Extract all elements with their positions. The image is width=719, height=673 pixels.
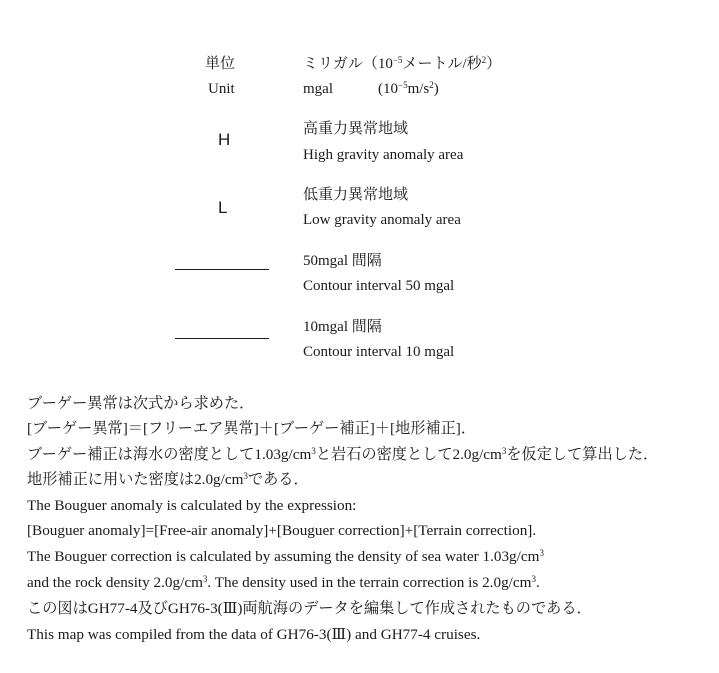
note-ja-line-5: この図はGH77-4及びGH76-3(Ⅲ)両航海のデータを編集して作成されたものである． — [27, 600, 592, 617]
contour-50-label-en: Contour interval 50 mgal — [303, 278, 455, 294]
contour-50-label-ja: 50mgal 間隔 — [303, 253, 382, 269]
contour-10-label-en: Contour interval 10 mgal — [303, 344, 455, 360]
note-ja-line-3: ブーゲー補正は海水の密度として$1.03g/cm^3$と岩石の密度として$2.0g/cm^3$を仮定して算出した． — [27, 446, 659, 463]
contour-10-line-sample — [175, 338, 269, 339]
note-en-line-2: [Bouguer anomaly]=[Free-air anomaly]+[Bouguer correction]+[Terrain correction]. — [27, 522, 537, 539]
unit-value-en: mgal — [303, 81, 333, 97]
contour-50-line-sample — [175, 269, 269, 270]
note-ja-line-1: ブーゲー異常は次式から求めた． — [27, 395, 255, 412]
note-ja-line-4: 地形補正に用いた密度は$2.0g/cm^3$である． — [27, 471, 309, 488]
high-anomaly-label-ja: 高重力異常地域 — [303, 121, 409, 137]
note-en-line-5: This map was compiled from the data of GH76-3(Ⅲ) and GH77-4 cruises. — [27, 626, 481, 643]
contour-10-label-ja: 10mgal 間隔 — [303, 319, 382, 335]
note-en-line-3: The Bouguer correction is calculated by assuming the density of sea water $1.03g/cm^3$ — [27, 548, 544, 565]
unit-value-en-si: $(10^{-5}m/s^2)$ — [378, 80, 439, 97]
unit-value-ja: ミリガル（$10^{-5}$メートル/秒$^2$） — [303, 55, 502, 72]
unit-label-ja: 単位 — [205, 56, 236, 72]
low-anomaly-label-ja: 低重力異常地域 — [303, 187, 409, 203]
note-en-line-1: The Bouguer anomaly is calculated by the expression: — [27, 497, 357, 514]
unit-label-en: Unit — [208, 81, 235, 97]
low-anomaly-symbol: L — [218, 198, 228, 217]
high-anomaly-symbol: H — [218, 130, 231, 149]
note-en-line-4: and the rock density $2.0g/cm^3$. The density used in the terrain correction is $2.0g/cm^3$. — [27, 574, 540, 591]
note-ja-line-2: [ブーゲー異常]＝[フリーエア異常]＋[ブーゲー補正]＋[地形補正]． — [27, 420, 477, 437]
low-anomaly-label-en: Low gravity anomaly area — [303, 212, 461, 228]
high-anomaly-label-en: High gravity anomaly area — [303, 147, 464, 163]
